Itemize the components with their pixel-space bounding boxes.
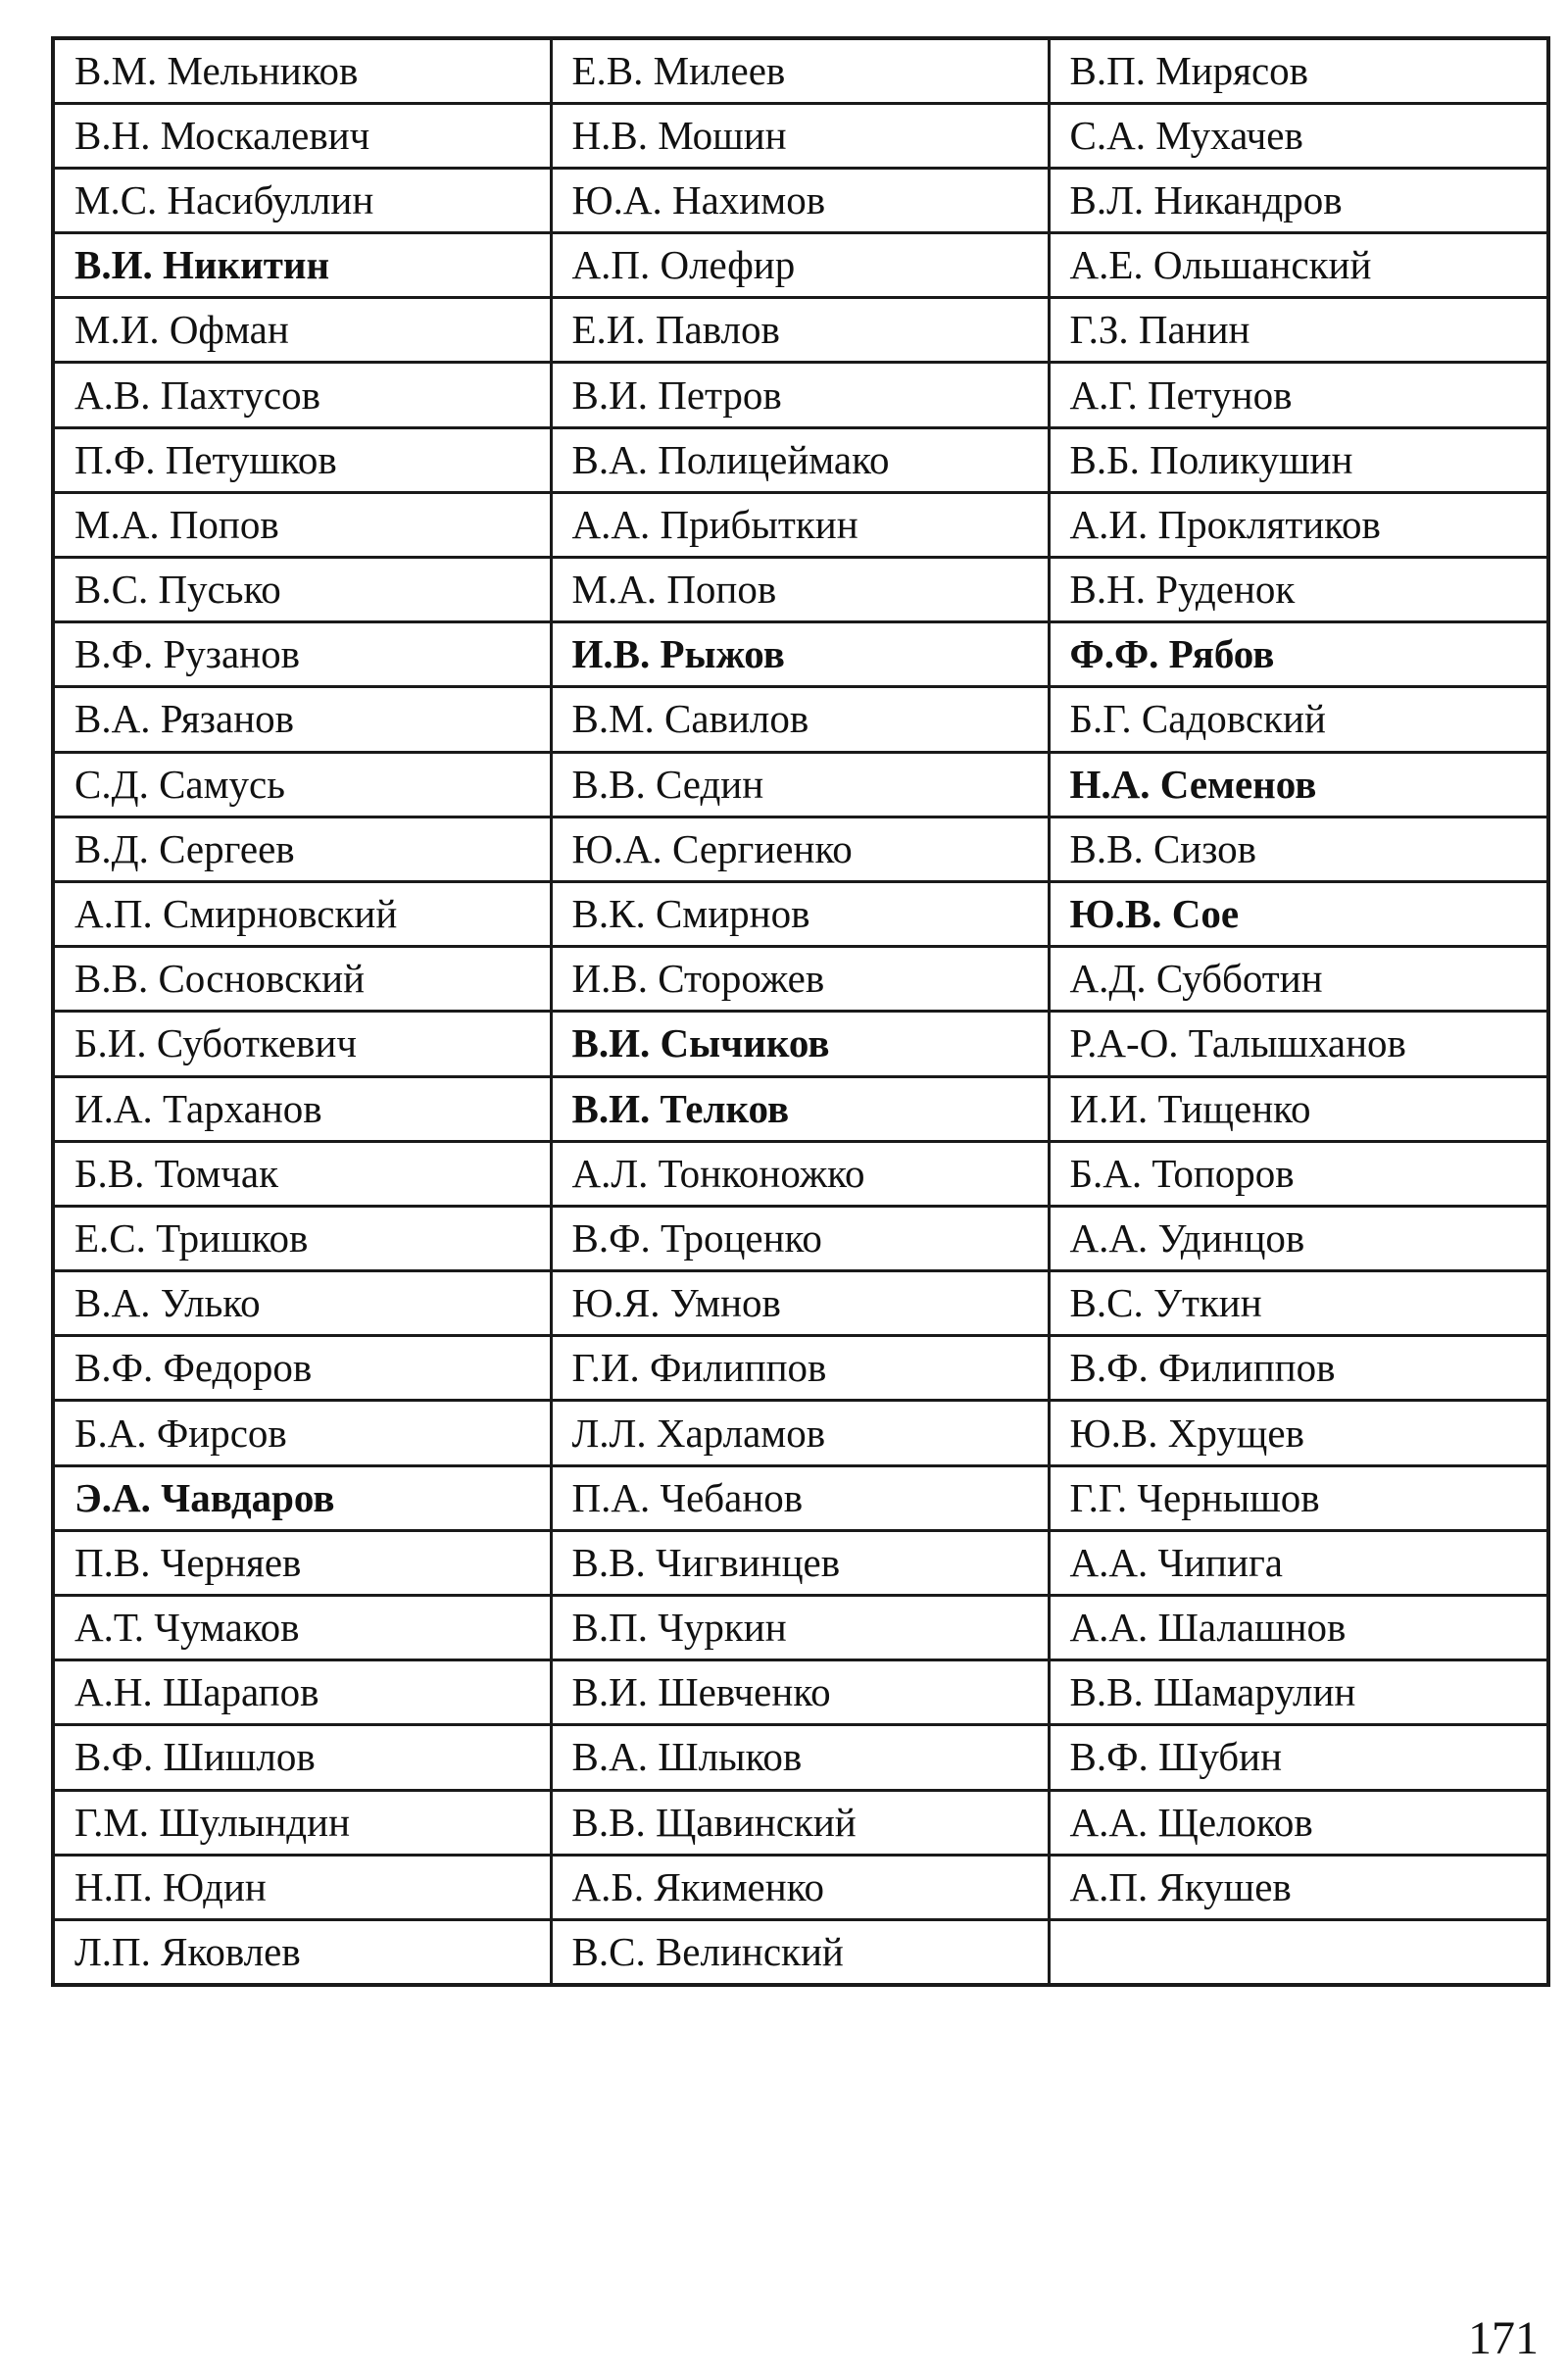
name-cell: В.П. Чуркин xyxy=(551,1596,1049,1660)
name-cell: Л.П. Яковлев xyxy=(53,1919,551,1984)
name-cell: В.В. Чигвинцев xyxy=(551,1530,1049,1595)
name-cell: Ю.А. Нахимов xyxy=(551,168,1049,232)
table-row xyxy=(53,492,1548,557)
name-cell: В.Б. Поликушин xyxy=(1049,427,1548,492)
name-cell: А.А. Щелоков xyxy=(1049,1790,1548,1855)
name-cell: В.И. Никитин xyxy=(53,233,551,298)
table-row xyxy=(53,233,1548,298)
name-cell: Г.З. Панин xyxy=(1049,298,1548,363)
name-cell: М.А. Попов xyxy=(53,492,551,557)
name-cell: В.Н. Руденок xyxy=(1049,558,1548,622)
name-cell: Б.Г. Садовский xyxy=(1049,687,1548,752)
name-cell: В.Ф. Рузанов xyxy=(53,622,551,687)
name-cell: П.В. Черняев xyxy=(53,1530,551,1595)
name-cell: М.А. Попов xyxy=(551,558,1049,622)
name-cell: В.К. Смирнов xyxy=(551,881,1049,946)
name-cell: В.М. Мельников xyxy=(53,38,551,103)
name-cell: И.А. Тарханов xyxy=(53,1076,551,1141)
table-row xyxy=(53,622,1548,687)
name-cell: С.Д. Самусь xyxy=(53,752,551,817)
table-row xyxy=(53,1790,1548,1855)
page-number: 171 xyxy=(1468,2312,1539,2364)
table-row xyxy=(53,1141,1548,1206)
name-cell: А.А. Шалашнов xyxy=(1049,1596,1548,1660)
name-cell: И.И. Тищенко xyxy=(1049,1076,1548,1141)
name-cell: Ю.А. Сергиенко xyxy=(551,817,1049,881)
name-cell: Е.В. Милеев xyxy=(551,38,1049,103)
name-cell: А.Т. Чумаков xyxy=(53,1596,551,1660)
name-cell: Н.В. Мошин xyxy=(551,103,1049,168)
name-cell: М.И. Офман xyxy=(53,298,551,363)
name-cell: И.В. Рыжов xyxy=(551,622,1049,687)
name-cell: В.С. Пусько xyxy=(53,558,551,622)
name-cell: В.А. Улько xyxy=(53,1271,551,1336)
name-cell: В.Ф. Шишлов xyxy=(53,1725,551,1790)
name-cell: Н.П. Юдин xyxy=(53,1855,551,1919)
table-row xyxy=(53,38,1548,103)
name-cell: Е.И. Павлов xyxy=(551,298,1049,363)
name-cell: В.Н. Москалевич xyxy=(53,103,551,168)
table-row xyxy=(53,752,1548,817)
table-row xyxy=(53,1336,1548,1401)
names-table xyxy=(51,36,1550,1987)
name-cell: Э.А. Чавдаров xyxy=(53,1465,551,1530)
name-cell: В.С. Уткин xyxy=(1049,1271,1548,1336)
table-row xyxy=(53,1271,1548,1336)
name-cell: Е.С. Тришков xyxy=(53,1206,551,1270)
name-cell: В.И. Петров xyxy=(551,363,1049,427)
name-cell: Г.Г. Чернышов xyxy=(1049,1465,1548,1530)
table-row xyxy=(53,298,1548,363)
name-cell: В.С. Велинский xyxy=(551,1919,1049,1984)
name-cell: Ю.Я. Умнов xyxy=(551,1271,1049,1336)
table-row xyxy=(53,363,1548,427)
name-cell: Ю.В. Сое xyxy=(1049,881,1548,946)
table-row xyxy=(53,1919,1548,1984)
table-row xyxy=(53,103,1548,168)
table-row xyxy=(53,1725,1548,1790)
table-row xyxy=(53,1465,1548,1530)
table-row xyxy=(53,947,1548,1012)
name-cell: А.Д. Субботин xyxy=(1049,947,1548,1012)
name-cell: В.И. Шевченко xyxy=(551,1660,1049,1725)
name-cell: А.П. Якушев xyxy=(1049,1855,1548,1919)
name-cell: Ю.В. Хрущев xyxy=(1049,1401,1548,1465)
table-row xyxy=(53,168,1548,232)
table-row xyxy=(53,1206,1548,1270)
name-cell: Ф.Ф. Рябов xyxy=(1049,622,1548,687)
name-cell: В.В. Шамарулин xyxy=(1049,1660,1548,1725)
name-cell: В.И. Телков xyxy=(551,1076,1049,1141)
table-row xyxy=(53,1012,1548,1076)
name-cell: М.С. Насибуллин xyxy=(53,168,551,232)
name-cell: П.А. Чебанов xyxy=(551,1465,1049,1530)
name-cell: В.Л. Никандров xyxy=(1049,168,1548,232)
names-table-body xyxy=(53,38,1548,1985)
name-cell: В.Д. Сергеев xyxy=(53,817,551,881)
name-cell: С.А. Мухачев xyxy=(1049,103,1548,168)
name-cell: А.А. Удинцов xyxy=(1049,1206,1548,1270)
name-cell: А.Л. Тонконожко xyxy=(551,1141,1049,1206)
name-cell: П.Ф. Петушков xyxy=(53,427,551,492)
name-cell: В.П. Мирясов xyxy=(1049,38,1548,103)
name-cell: Л.Л. Харламов xyxy=(551,1401,1049,1465)
name-cell: В.Ф. Троценко xyxy=(551,1206,1049,1270)
name-cell: А.А. Прибыткин xyxy=(551,492,1049,557)
name-cell: В.В. Сосновский xyxy=(53,947,551,1012)
table-row xyxy=(53,1660,1548,1725)
name-cell: А.П. Смирновский xyxy=(53,881,551,946)
name-cell: В.А. Шлыков xyxy=(551,1725,1049,1790)
name-cell: Б.И. Суботкевич xyxy=(53,1012,551,1076)
name-cell: А.А. Чипига xyxy=(1049,1530,1548,1595)
name-cell: А.Г. Петунов xyxy=(1049,363,1548,427)
table-row xyxy=(53,427,1548,492)
name-cell: А.Е. Ольшанский xyxy=(1049,233,1548,298)
name-cell: Р.А-О. Талышханов xyxy=(1049,1012,1548,1076)
name-cell: Б.А. Топоров xyxy=(1049,1141,1548,1206)
table-row xyxy=(53,1596,1548,1660)
name-cell: А.В. Пахтусов xyxy=(53,363,551,427)
name-cell: В.Ф. Федоров xyxy=(53,1336,551,1401)
name-cell: Б.В. Томчак xyxy=(53,1141,551,1206)
table-row xyxy=(53,558,1548,622)
name-cell: В.А. Рязанов xyxy=(53,687,551,752)
table-row xyxy=(53,1076,1548,1141)
name-cell: А.Б. Якименко xyxy=(551,1855,1049,1919)
table-row xyxy=(53,1855,1548,1919)
table-row xyxy=(53,687,1548,752)
name-cell: В.В. Седин xyxy=(551,752,1049,817)
table-row xyxy=(53,881,1548,946)
table-row xyxy=(53,1530,1548,1595)
name-cell: Н.А. Семенов xyxy=(1049,752,1548,817)
name-cell: А.Н. Шарапов xyxy=(53,1660,551,1725)
name-cell: В.М. Савилов xyxy=(551,687,1049,752)
name-cell: Г.М. Шулындин xyxy=(53,1790,551,1855)
name-cell: И.В. Сторожев xyxy=(551,947,1049,1012)
name-cell: В.В. Сизов xyxy=(1049,817,1548,881)
name-cell: В.Ф. Филиппов xyxy=(1049,1336,1548,1401)
empty-cell xyxy=(1049,1919,1548,1984)
table-row xyxy=(53,817,1548,881)
table-row xyxy=(53,1401,1548,1465)
name-cell: Г.И. Филиппов xyxy=(551,1336,1049,1401)
name-cell: В.И. Сычиков xyxy=(551,1012,1049,1076)
name-cell: А.И. Проклятиков xyxy=(1049,492,1548,557)
name-cell: В.А. Полицеймако xyxy=(551,427,1049,492)
name-cell: А.П. Олефир xyxy=(551,233,1049,298)
name-cell: В.В. Щавинский xyxy=(551,1790,1049,1855)
name-cell: В.Ф. Шубин xyxy=(1049,1725,1548,1790)
name-cell: Б.А. Фирсов xyxy=(53,1401,551,1465)
